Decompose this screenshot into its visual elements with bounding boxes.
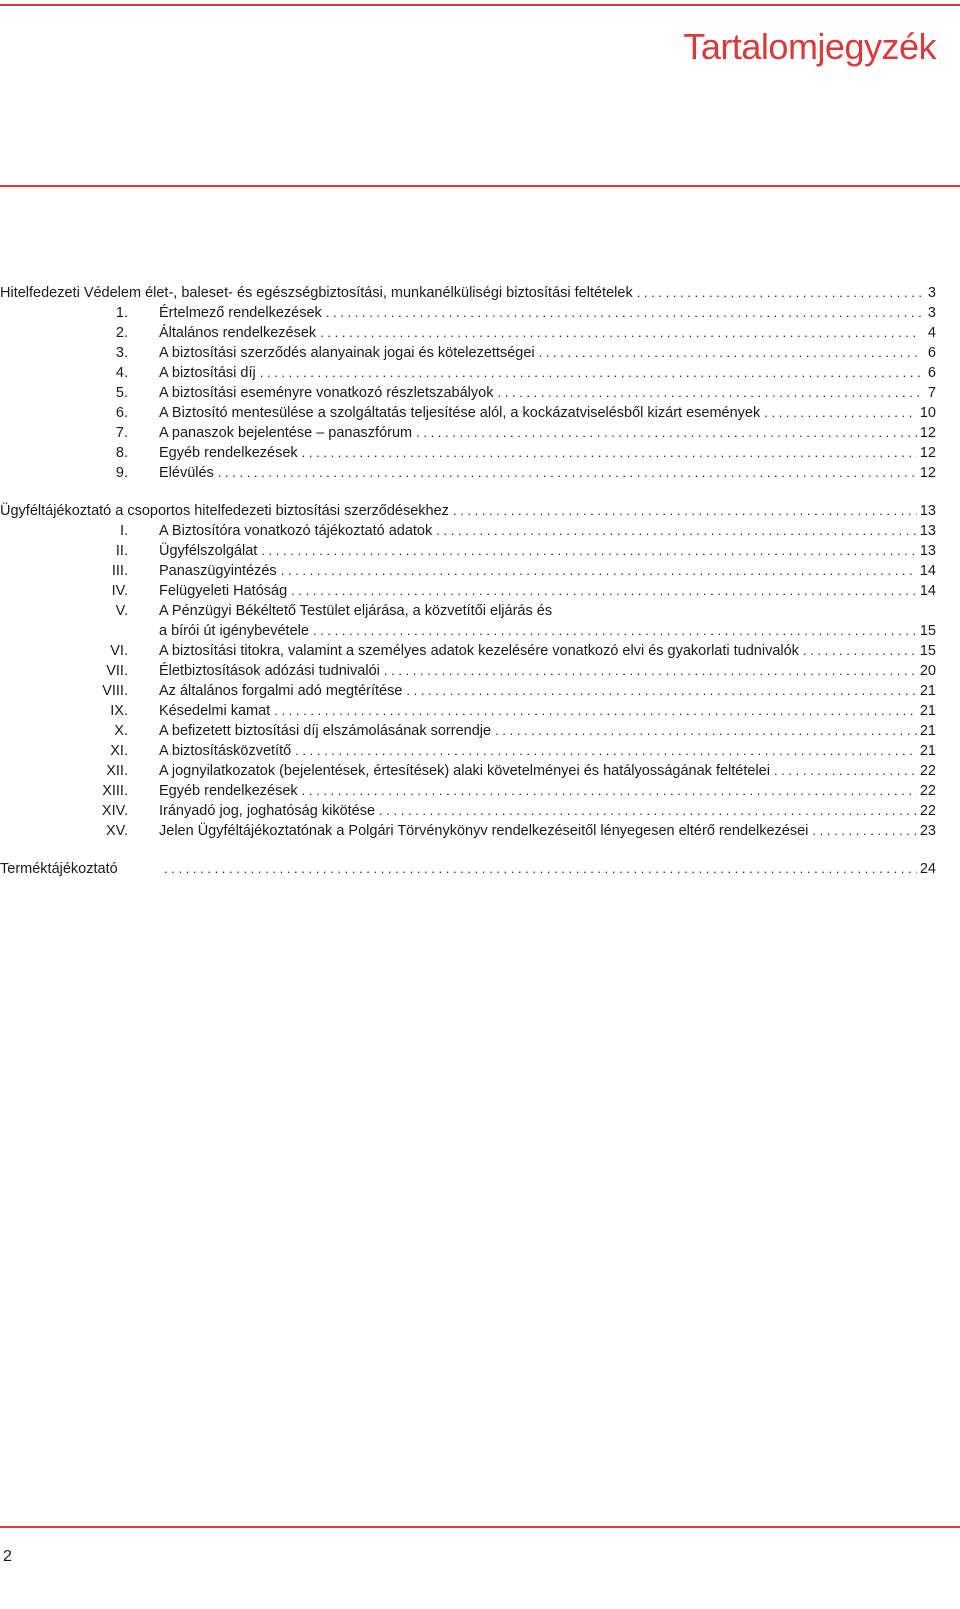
toc-entry-number: I.	[119, 523, 128, 539]
toc-leader-dots	[774, 761, 917, 781]
toc-entry-number: XIV.	[101, 803, 128, 819]
toc-leader-dots	[260, 363, 921, 383]
toc-entry[interactable]	[0, 821, 936, 841]
toc-entry-number: XII.	[106, 763, 128, 779]
toc-entry[interactable]	[0, 781, 936, 801]
toc-leader-dots	[453, 501, 917, 521]
toc-entry-number: 3.	[115, 345, 128, 361]
toc-entry-number: 4.	[115, 365, 128, 381]
toc-entry-number: X.	[114, 723, 128, 739]
toc-entry-label: A Biztosító mentesülése a szolgáltatás teljesítése alól, a kockázatviselésből kizárt események	[159, 405, 761, 421]
toc-leader-dots	[539, 343, 921, 363]
page-number: 2	[3, 1548, 12, 1565]
toc-page-number: 20	[919, 663, 936, 679]
toc-page-number: 7	[927, 385, 936, 401]
toc-entry-label: A panaszok bejelentése – panaszfórum	[159, 425, 413, 441]
toc-entry-number: VII.	[106, 663, 128, 679]
toc-leader-dots	[495, 721, 917, 741]
toc-entry-number: 5.	[115, 385, 128, 401]
toc-entry-label: Egyéb rendelkezések	[159, 783, 298, 799]
toc-page-number: 21	[919, 743, 936, 759]
toc-page-number: 6	[927, 345, 936, 361]
toc-entry-number: 1.	[115, 305, 128, 321]
toc-leader-dots	[164, 859, 917, 879]
toc-page-number: 15	[919, 643, 936, 659]
toc-entry-label: Egyéb rendelkezések	[159, 445, 298, 461]
toc-leader-dots	[812, 821, 916, 841]
toc-leader-dots	[320, 323, 921, 343]
toc-page-number: 14	[919, 563, 936, 579]
toc-page-number: 23	[919, 823, 936, 839]
toc-page-number: 6	[927, 365, 936, 381]
toc-entry-label-line2: a bírói út igénybevétele	[159, 623, 309, 639]
toc-leader-dots	[637, 283, 921, 303]
toc-entry[interactable]	[0, 343, 936, 363]
toc-entry-label: A biztosítási eseményre vonatkozó részletszabályok	[159, 385, 494, 401]
toc-page-number: 4	[927, 325, 936, 341]
toc-entry-label: Ügyfélszolgálat	[159, 543, 258, 559]
toc-entry-number: 8.	[115, 445, 128, 461]
toc-entry-label: Életbiztosítások adózási tudnivalói	[159, 663, 380, 679]
toc-entry-number: V.	[115, 603, 128, 619]
toc-entry[interactable]	[0, 521, 936, 541]
toc-leader-dots	[274, 701, 917, 721]
toc-leader-dots	[803, 641, 917, 661]
toc-entry[interactable]	[0, 423, 936, 443]
toc-entry-label: Késedelmi kamat	[159, 703, 271, 719]
toc-leader-dots	[384, 661, 917, 681]
toc-entry-continuation[interactable]	[0, 621, 936, 641]
toc-entry[interactable]	[0, 363, 936, 383]
toc-leader-dots	[326, 303, 921, 323]
toc-leader-dots	[302, 781, 917, 801]
toc-page-number: 21	[919, 703, 936, 719]
toc-entry[interactable]	[0, 443, 936, 463]
toc-entry[interactable]	[0, 661, 936, 681]
toc-entry-label: Felügyeleti Hatóság	[159, 583, 288, 599]
toc-leader-dots	[379, 801, 917, 821]
toc-entry-number: II.	[115, 543, 128, 559]
toc-entry[interactable]	[0, 761, 936, 781]
toc-entry-number: XI.	[110, 743, 128, 759]
toc-page-number: 3	[927, 285, 936, 301]
toc-entry[interactable]	[0, 463, 936, 483]
footer-rule	[0, 1526, 960, 1528]
toc-entry-number: 6.	[115, 405, 128, 421]
toc-entry[interactable]	[0, 601, 936, 621]
toc-page-number: 12	[919, 465, 936, 481]
toc-entry[interactable]	[0, 323, 936, 343]
toc-leader-dots	[291, 581, 917, 601]
toc-leader-dots	[436, 521, 917, 541]
toc-entry[interactable]	[0, 701, 936, 721]
toc-entry-number: 2.	[115, 325, 128, 341]
toc-entry-label: A jognyilatkozatok (bejelentések, értesítések) alaki követelményei és hatályosságának feltételei	[159, 763, 770, 779]
toc-entry[interactable]	[0, 641, 936, 661]
toc-page-number: 22	[919, 783, 936, 799]
toc-page-number: 14	[919, 583, 936, 599]
toc-entry-label: A Pénzügyi Békéltető Testület eljárása, a közvetítői eljárás és	[159, 603, 553, 619]
toc-entry-number: VIII.	[102, 683, 128, 699]
toc-page-number: 12	[919, 445, 936, 461]
toc-page-number: 13	[919, 503, 936, 519]
toc-entry[interactable]	[0, 383, 936, 403]
toc-heading-label: Hitelfedezeti Védelem élet-, baleset- és egészségbiztosítási, munkanélküliségi biztosítási feltételek	[0, 285, 633, 301]
toc-entry-number: 7.	[115, 425, 128, 441]
toc-entry-number: III.	[111, 563, 128, 579]
table-of-contents	[0, 283, 936, 879]
toc-entry[interactable]	[0, 741, 936, 761]
toc-leader-dots	[281, 561, 917, 581]
toc-page-number: 22	[919, 763, 936, 779]
toc-entry-label: Értelmező rendelkezések	[159, 305, 322, 321]
toc-entry-number: IX.	[110, 703, 128, 719]
toc-page-number: 21	[919, 683, 936, 699]
toc-leader-dots	[406, 681, 916, 701]
toc-leader-dots	[302, 443, 917, 463]
toc-entry-label: Általános rendelkezések	[159, 325, 317, 341]
toc-entry-number: XIII.	[102, 783, 128, 799]
toc-entry[interactable]	[0, 581, 936, 601]
toc-entry-label: A biztosítási szerződés alanyainak jogai és kötelezettségei	[159, 345, 535, 361]
toc-entry-label: Panaszügyintézés	[159, 563, 277, 579]
toc-section-heading[interactable]	[0, 501, 936, 521]
toc-section-heading[interactable]	[0, 859, 936, 879]
toc-entry[interactable]	[0, 801, 936, 821]
toc-heading-label: Ügyféltájékoztató a csoportos hitelfedezeti biztosítási szerződésekhez	[0, 503, 449, 519]
toc-page-number: 22	[919, 803, 936, 819]
toc-page-number: 10	[919, 405, 936, 421]
toc-entry[interactable]	[0, 541, 936, 561]
toc-page-number: 13	[919, 523, 936, 539]
toc-entry[interactable]	[0, 681, 936, 701]
toc-entry-label: A biztosítási titokra, valamint a személyes adatok kezelésére vonatkozó elvi és gyakorlati tudnivalók	[159, 643, 799, 659]
toc-leader-dots	[295, 741, 917, 761]
toc-leader-dots	[764, 403, 917, 423]
toc-entry-label: A Biztosítóra vonatkozó tájékoztató adatok	[159, 523, 433, 539]
toc-page-number: 21	[919, 723, 936, 739]
toc-page-number: 3	[927, 305, 936, 321]
toc-page-number: 15	[919, 623, 936, 639]
toc-page-number: 13	[919, 543, 936, 559]
page-title: Tartalomjegyzék	[683, 26, 936, 67]
toc-entry-number: VI.	[110, 643, 128, 659]
toc-page-number: 12	[919, 425, 936, 441]
toc-entry-number: XV.	[105, 823, 128, 839]
toc-leader-dots	[497, 383, 921, 403]
toc-heading-label: Terméktájékoztató	[0, 861, 118, 877]
toc-entry-label: Irányadó jog, joghatóság kikötése	[159, 803, 376, 819]
toc-entry-number: 9.	[115, 465, 128, 481]
toc-entry[interactable]	[0, 721, 936, 741]
toc-leader-dots	[218, 463, 917, 483]
top-rule	[0, 4, 960, 6]
toc-entry[interactable]	[0, 303, 936, 323]
toc-leader-dots	[261, 541, 917, 561]
toc-entry-label: Jelen Ügyféltájékoztatónak a Polgári Törvénykönyv rendelkezéseitől lényegesen eltérő rendelkezései	[159, 823, 809, 839]
toc-page-number: 24	[919, 861, 936, 877]
toc-entry-label: A biztosításközvetítő	[159, 743, 292, 759]
toc-entry-label: A biztosítási díj	[159, 365, 256, 381]
toc-section-heading[interactable]	[0, 283, 936, 303]
toc-entry-label: Elévülés	[159, 465, 214, 481]
toc-leader-dots	[416, 423, 917, 443]
toc-entry-label: Az általános forgalmi adó megtérítése	[159, 683, 403, 699]
toc-entry[interactable]	[0, 403, 936, 423]
toc-entry-number: IV.	[111, 583, 128, 599]
header-rule	[0, 185, 960, 187]
toc-entry-label: A befizetett biztosítási díj elszámolásának sorrendje	[159, 723, 492, 739]
toc-leader-dots	[313, 621, 917, 641]
toc-entry[interactable]	[0, 561, 936, 581]
